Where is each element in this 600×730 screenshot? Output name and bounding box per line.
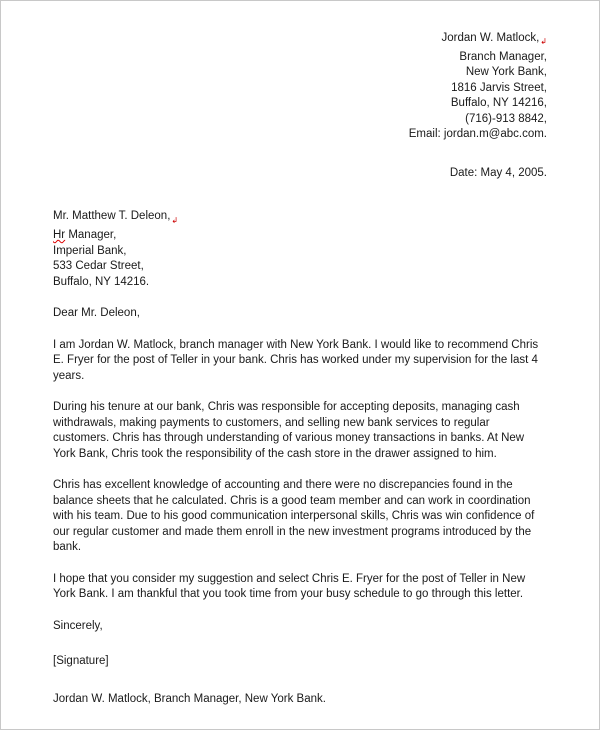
paragraph-conclusion: I hope that you consider my suggestion and select Chris E. Fryer for the post of Teller in New York Bank. I am thankful that you took time from your busy schedule to go through this letter. — [53, 572, 526, 601]
signature-placeholder: [Signature] — [53, 655, 109, 668]
sender-company-line: New York Bank, — [465, 66, 547, 79]
sender-email-line: Email: jordan.m@abc.com. — [408, 128, 547, 141]
closing: Sincerely, — [53, 619, 103, 632]
recipient-street-line: 533 Cedar Street, — [53, 260, 144, 273]
anchor-formatting-mark-icon: ↲ — [171, 215, 179, 225]
sender-phone-line: (716)-913 8842, — [465, 112, 547, 125]
salutation: Dear Mr. Deleon, — [53, 307, 140, 320]
recipient-title-line — [53, 228, 547, 244]
recipient-name: Mr. Matthew T. Deleon, — [53, 210, 171, 223]
sender-address-block — [53, 31, 547, 143]
recipient-name-line — [53, 209, 547, 228]
anchor-formatting-mark-icon: ↲ — [540, 37, 547, 47]
paragraph-skills: Chris has excellent knowledge of accounting and there were no discrepancies found in the balance sheets that he calculated. Chris is a good team member and can work in coordination with his team. Due to his good communication interpersonal skills, Chris was win confidence of our regular customer and made them enroll in the new investment programs introduced by the bank. — [53, 479, 535, 554]
recipient-company-line: Imperial Bank, — [53, 244, 127, 257]
recipient-address-block — [53, 209, 547, 290]
date-line: Date: May 4, 2005. — [449, 166, 547, 179]
recipient-city-line: Buffalo, NY 14216. — [53, 275, 150, 288]
paragraph-tenure: During his tenure at our bank, Chris was responsible for accepting deposits, managing cash withdrawals, making payments to customers, and selling new bank services to regular customers. Chris has through understanding of various money transactions in banks. At New York Bank, Chris took the responsibility of the cash store in the drawer assigned to him. — [53, 401, 525, 460]
sender-title-line: Branch Manager, — [459, 50, 547, 63]
sender-city-line: Buffalo, NY 14216, — [450, 97, 547, 110]
sender-name: Jordan W. Matlock, — [441, 32, 540, 44]
recipient-title-rest: Manager, — [65, 229, 117, 242]
paragraph-introduction: I am Jordan W. Matlock, branch manager with New York Bank. I would like to recommend Chris E. Fryer for the post of Teller in your bank. Chris has worked under my supervision for the last 4 years. — [53, 338, 539, 382]
misspelled-word: Hr — [53, 229, 66, 242]
signature-name-line: Jordan W. Matlock, Branch Manager, New York Bank. — [53, 692, 326, 705]
sender-street-line: 1816 Jarvis Street, — [451, 81, 547, 94]
sender-name-line — [53, 31, 547, 50]
